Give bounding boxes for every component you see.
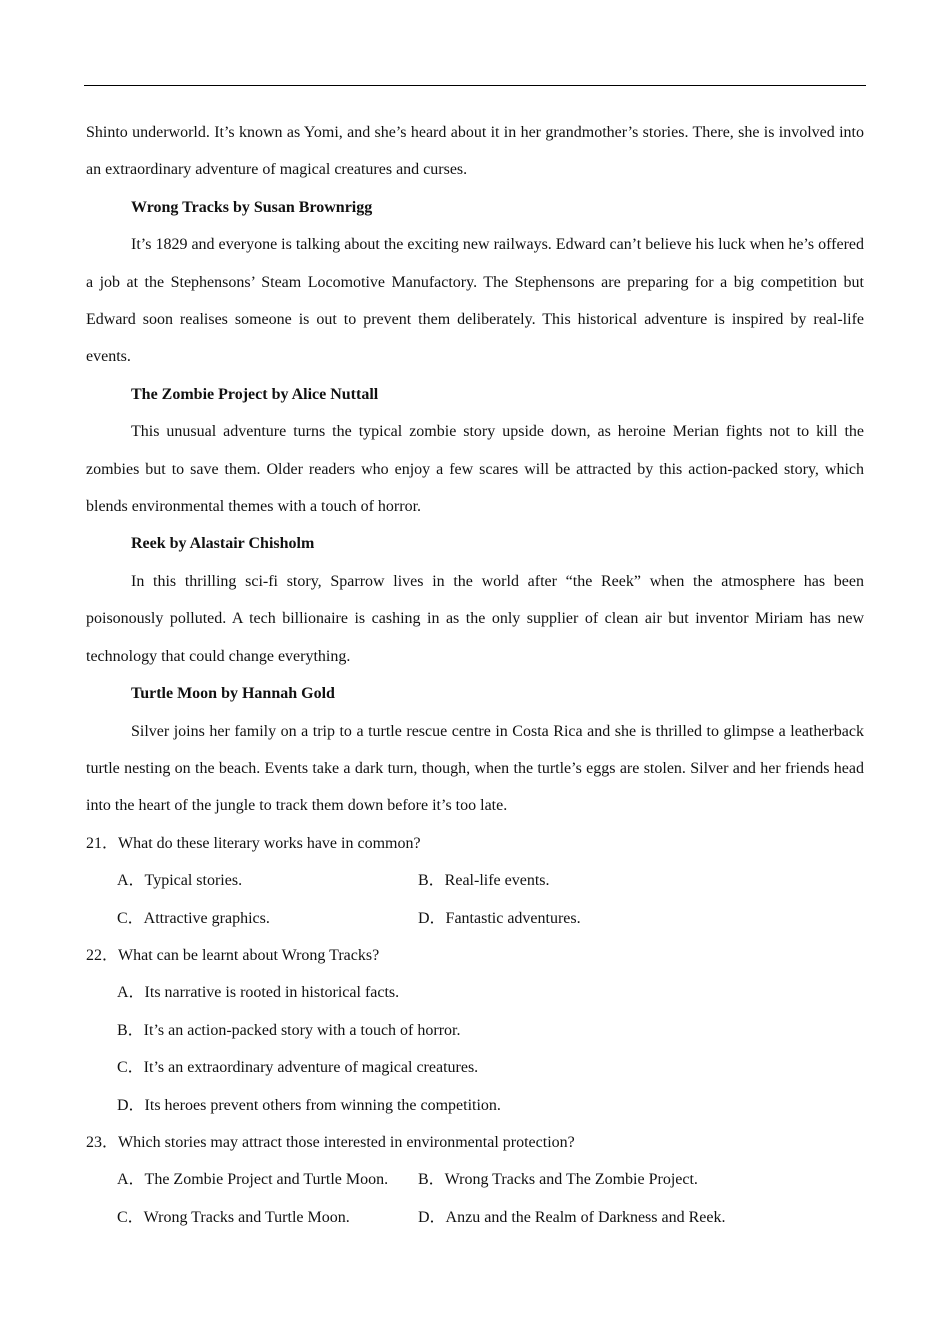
book-description-zombie-project: This unusual adventure turns the typical zombie story upside down, as heroine Merian fights not to kill the zombies but to save them. Older readers who enjoy a few scares will be attracted by this action-packed story, which blends environmental themes with a touch of horror. — [86, 423, 864, 516]
book-description-wrong-tracks: It’s 1829 and everyone is talking about the exciting new railways. Edward can’t believe his luck when he’s offered a job at the Stephensons’ Steam Locomotive Manufactory. The Stephensons are preparing for a big competition but Edward soon realises someone is out to prevent them deliberately. This historical adventure is inspired by real-life events. — [86, 236, 864, 366]
question-23-options — [86, 1161, 864, 1236]
question-23-option-a: A．The Zombie Project and Turtle Moon. — [117, 1171, 389, 1189]
question-23-option-d: D．Anzu and the Realm of Darkness and Reek. — [418, 1208, 726, 1226]
question-23-option-c: C．Wrong Tracks and Turtle Moon. — [117, 1208, 350, 1226]
book-description-turtle-moon: Silver joins her family on a trip to a turtle rescue centre in Costa Rica and she is thrilled to glimpse a leatherback turtle nesting on the beach. Events take a dark turn, though, when the turtle’s eggs are stolen. Silver and her friends head into the heart of the jungle to track them down before it’s too late. — [86, 722, 864, 815]
question-21-stem: 21．What do these literary works have in common? — [86, 834, 421, 852]
question-21-option-b: B．Real-life events. — [418, 872, 550, 890]
question-22-options — [86, 974, 864, 1124]
book-title-reek: Reek by Alastair Chisholm — [131, 535, 315, 553]
question-22-option-b: B．It’s an action-packed story with a touch of horror. — [117, 1021, 461, 1039]
question-22-option-c: C．It’s an extraordinary adventure of magical creatures. — [117, 1059, 479, 1077]
book-title-wrong-tracks: Wrong Tracks by Susan Brownrigg — [131, 198, 373, 216]
passage-intro-continuation: Shinto underworld. It’s known as Yomi, and she’s heard about it in her grandmother’s stories. There, she is involved into an extraordinary adventure of magical creatures and curses. — [86, 124, 864, 179]
question-21-option-a: A．Typical stories. — [117, 872, 243, 890]
book-title-turtle-moon: Turtle Moon by Hannah Gold — [131, 685, 335, 703]
header-rule — [84, 85, 866, 86]
question-22-option-d: D．Its heroes prevent others from winning the competition. — [117, 1096, 501, 1114]
question-21-option-c: C．Attractive graphics. — [117, 909, 270, 927]
question-22-option-a: A．Its narrative is rooted in historical facts. — [117, 984, 400, 1002]
question-23-option-b: B．Wrong Tracks and The Zombie Project. — [418, 1171, 698, 1189]
question-21-option-d: D．Fantastic adventures. — [418, 909, 581, 927]
page-content — [86, 114, 864, 1236]
question-22-stem: 22．What can be learnt about Wrong Tracks? — [86, 946, 380, 964]
book-description-reek: In this thrilling sci-fi story, Sparrow lives in the world after “the Reek” when the atmosphere has been poisonously polluted. A tech billionaire is cashing in as the only supplier of clean air but inventor Miriam has new technology that could change everything. — [86, 572, 864, 665]
book-title-zombie-project: The Zombie Project by Alice Nuttall — [131, 385, 379, 403]
question-23-stem: 23．Which stories may attract those interested in environmental protection? — [86, 1133, 575, 1151]
question-21-options — [86, 862, 864, 937]
